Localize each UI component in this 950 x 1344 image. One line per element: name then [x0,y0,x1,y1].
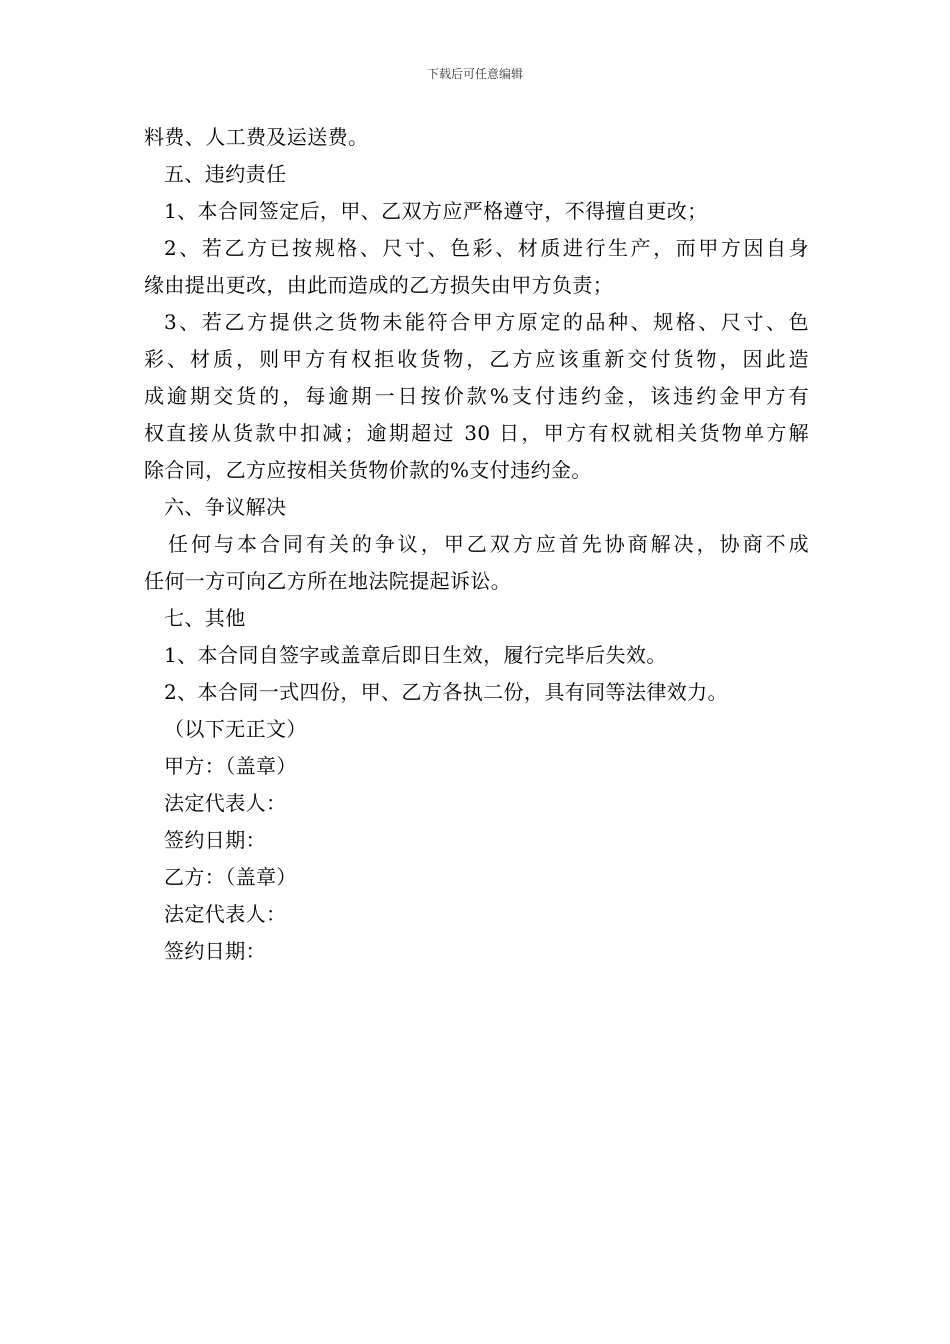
party-b-representative-label: 法定代表人： [164,902,287,926]
section-heading-breach: 五、违约责任 [164,162,287,186]
section-heading-dispute: 六、争议解决 [164,495,287,519]
paragraph-line: 成逾期交货的，每逾期一日按价款%支付违约金，该违约金甲方有 [144,384,809,408]
paragraph-line: 除合同，乙方应按相关货物价款的%支付违约金。 [144,458,592,482]
paragraph-line: 3、若乙方提供之货物未能符合甲方原定的品种、规格、尺寸、色 [164,310,809,334]
no-further-text-note: （以下无正文） [164,717,307,741]
paragraph-line: 权直接从货款中扣减；逾期超过 30 日，甲方有权就相关货物单方解 [144,421,809,445]
header-note: 下载后可任意编辑 [426,67,523,81]
party-b-seal-label: 乙方：（盖章） [164,865,297,889]
document-body [144,119,809,970]
paragraph-line: 2、若乙方已按规格、尺寸、色彩、材质进行生产，而甲方因自身 [164,236,809,260]
paragraph-line: 彩、材质，则甲方有权拒收货物，乙方应该重新交付货物，因此造 [144,347,809,371]
paragraph-line: 缘由提出更改，由此而造成的乙方损失由甲方负责； [144,273,614,297]
party-a-seal-label: 甲方：（盖章） [164,754,297,778]
paragraph-line: 任何一方可向乙方所在地法院提起诉讼。 [144,569,512,593]
paragraph-line: 2、本合同一式四份，甲、乙方各执二份，具有同等法律效力。 [164,680,728,704]
paragraph-line: 1、本合同自签字或盖章后即日生效，履行完毕后失效。 [164,643,667,667]
party-a-representative-label: 法定代表人： [164,791,287,815]
paragraph-line: 1、本合同签定后，甲、乙双方应严格遵守，不得擅自更改； [164,199,708,223]
paragraph-line: 任何与本合同有关的争议，甲乙双方应首先协商解决，协商不成 [168,532,809,556]
paragraph-line: 料费、人工费及运送费。 [144,125,369,149]
section-heading-other: 七、其他 [164,606,246,630]
party-b-date-label: 签约日期： [164,939,266,963]
party-a-date-label: 签约日期： [164,828,266,852]
